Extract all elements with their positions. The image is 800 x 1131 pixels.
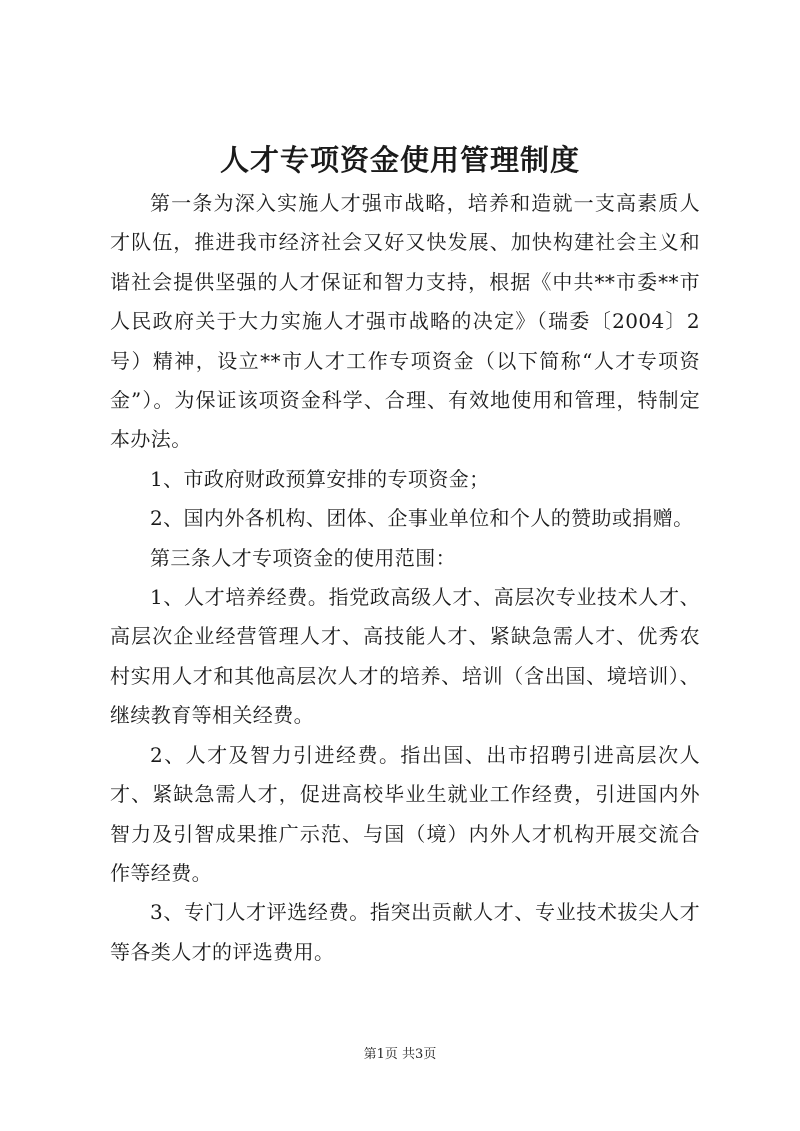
paragraph-funding-source-1: 1、市政府财政预算安排的专项资金； xyxy=(150,466,490,491)
document-body xyxy=(110,184,700,972)
page-footer: 第1页 共3页 xyxy=(363,1047,437,1062)
paragraph-article-1: 第一条为深入实施人才强市战略，培养和造就一支高素质人才队伍，推进我市经济社会又好又快发展、加快构建社会主义和谐社会提供坚强的人才保证和智力支持，根据《中共**市委**市人民政府关于大力实施人才强市战略的决定》（瑞委〔2004〕2号）精神，设立**市人才工作专项资金（以下简称“人才专项资金”）。为保证该项资金科学、合理、有效地使用和管理，特制定本办法。 xyxy=(110,191,700,452)
document-title: 人才专项资金使用管理制度 xyxy=(219,143,580,177)
paragraph-funding-source-2: 2、国内外各机构、团体、企事业单位和个人的赞助或捐赠。 xyxy=(150,506,694,531)
paragraph-scope-1: 1、人才培养经费。指党政高级人才、高层次专业技术人才、高层次企业经营管理人才、高技能人才、紧缺急需人才、优秀农村实用人才和其他高层次人才的培养、培训（含出国、境培训）、继续教育等相关经费。 xyxy=(110,585,700,728)
paragraph-scope-2: 2、人才及智力引进经费。指出国、出市招聘引进高层次人才、紧缺急需人才，促进高校毕业生就业工作经费，引进国内外智力及引智成果推广示范、与国（境）内外人才机构开展交流合作等经费。 xyxy=(110,742,700,885)
paragraph-article-3: 第三条人才专项资金的使用范围： xyxy=(150,545,456,570)
paragraph-scope-3: 3、专门人才评选经费。指突出贡献人才、专业技术拔尖人才等各类人才的评选费用。 xyxy=(110,900,700,964)
